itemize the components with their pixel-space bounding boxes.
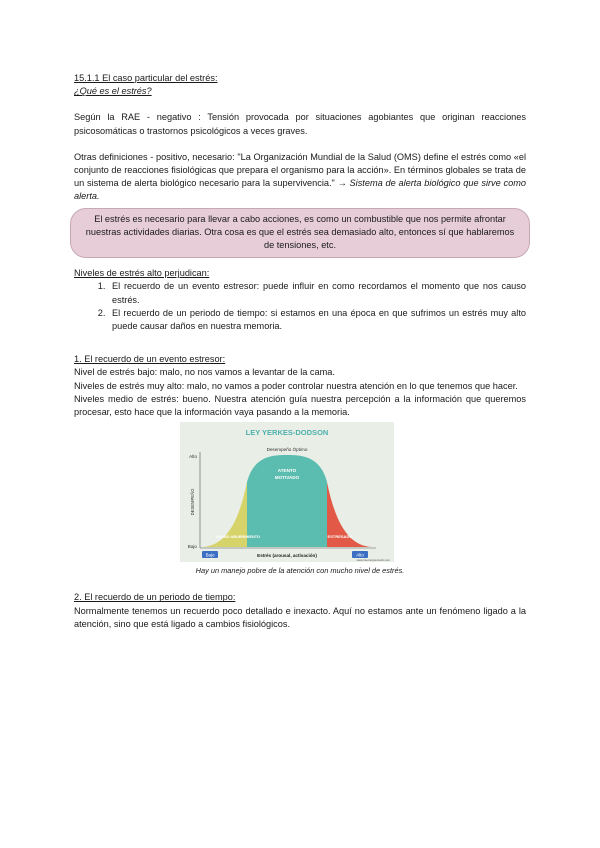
zone-mid-label-2: MOTIVADO (274, 475, 300, 481)
figure-title: LEY YERKES-DODSON (245, 428, 329, 438)
list-item: 2. El recuerdo de un periodo de tiempo: si estamos en una época en que sufrimos un estrés muy alto puede causar daños en nuestra memoria. (108, 307, 526, 333)
section-title: 15.1.1 El caso particular del estrés: (74, 73, 218, 83)
yerkes-dodson-figure (180, 422, 394, 562)
stress-medium-line: Niveles medio de estrés: bueno. Nuestra atención guía nuestra percepción a la información que queremos procesar, esto hace que la información vaya pasando a la memoria. (74, 393, 526, 418)
other-definitions-conclusion: Sistema de alerta biológico que sirve como alerta. (74, 178, 526, 202)
figure-credit: www.internetyourwork.com (356, 558, 390, 563)
x-axis-label: Estrés (arousal, activación) (257, 553, 317, 559)
x-high-label: Alto (356, 552, 364, 558)
document-page (74, 72, 526, 631)
other-definitions-text: Otras definiciones - positivo, necesario: "La Organización Mundial de la Salud (OMS) define el estrés como «el conjunto de reacciones fisiológicas que prepara el organismo para la acción». En términos globales se trata de un sistema de alerta biológico necesario para la supervivencia." → (74, 151, 526, 189)
list-item: 1. El recuerdo de un evento estresor: puede influir en como recordamos el momento que nos causo estrés. (108, 280, 526, 306)
zone-mid-label-1: ATENTO (277, 468, 297, 474)
zone-left-label: SUEÑO ABURRIMIENTO (216, 535, 260, 540)
y-axis-label: DESEMPEÑO (190, 488, 195, 516)
callout-box (70, 208, 530, 259)
y-high-label: Alto (189, 454, 197, 460)
stress-low-line: Nivel de estrés bajo: malo, no nos vamos a levantar de la cama. (74, 367, 335, 378)
peak-label: Desempeño Óptimo (266, 447, 308, 453)
stress-high-line: Niveles de estrés muy alto: malo, no vamos a poder controlar nuestra atención en lo que tenemos que hacer. (74, 380, 518, 391)
x-low-label: Bajo (205, 552, 215, 558)
rae-definition: Según la RAE - negativo : Tensión provocada por situaciones agobiantes que originan reacciones psicosomáticas o trastornos psicológicos a veces graves. (74, 112, 526, 136)
levels-heading: Niveles de estrés alto perjudican: (74, 268, 210, 279)
levels-list (74, 280, 526, 333)
other-definitions (74, 151, 526, 204)
y-low-label: Bajo (187, 544, 197, 550)
zone-right-label: ESTRESADO (327, 534, 353, 540)
callout-text: El estrés es necesario para llevar a cabo acciones, es como un combustible que nos permite afrontar nuestras actividades diarias. Otra cosa es que el estrés sea demasiado alto, entonces sí que hablaremos de tensiones, etc. (85, 213, 515, 251)
section-2-text: Normalmente tenemos un recuerdo poco detallado e inexacto. Aquí no estamos ante un fenómeno ligado a la atención, sino que está ligado a cambios fisiológicos. (74, 605, 526, 629)
question-heading: ¿Qué es el estrés? (74, 86, 152, 97)
section-1-heading: 1. El recuerdo de un evento estresor: (74, 354, 226, 365)
section-2-heading: 2. El recuerdo de un periodo de tiempo: (74, 592, 236, 603)
yerkes-dodson-chart (180, 422, 394, 562)
figure-caption: Hay un manejo pobre de la atención con mucho nivel de estrés. (195, 566, 405, 576)
